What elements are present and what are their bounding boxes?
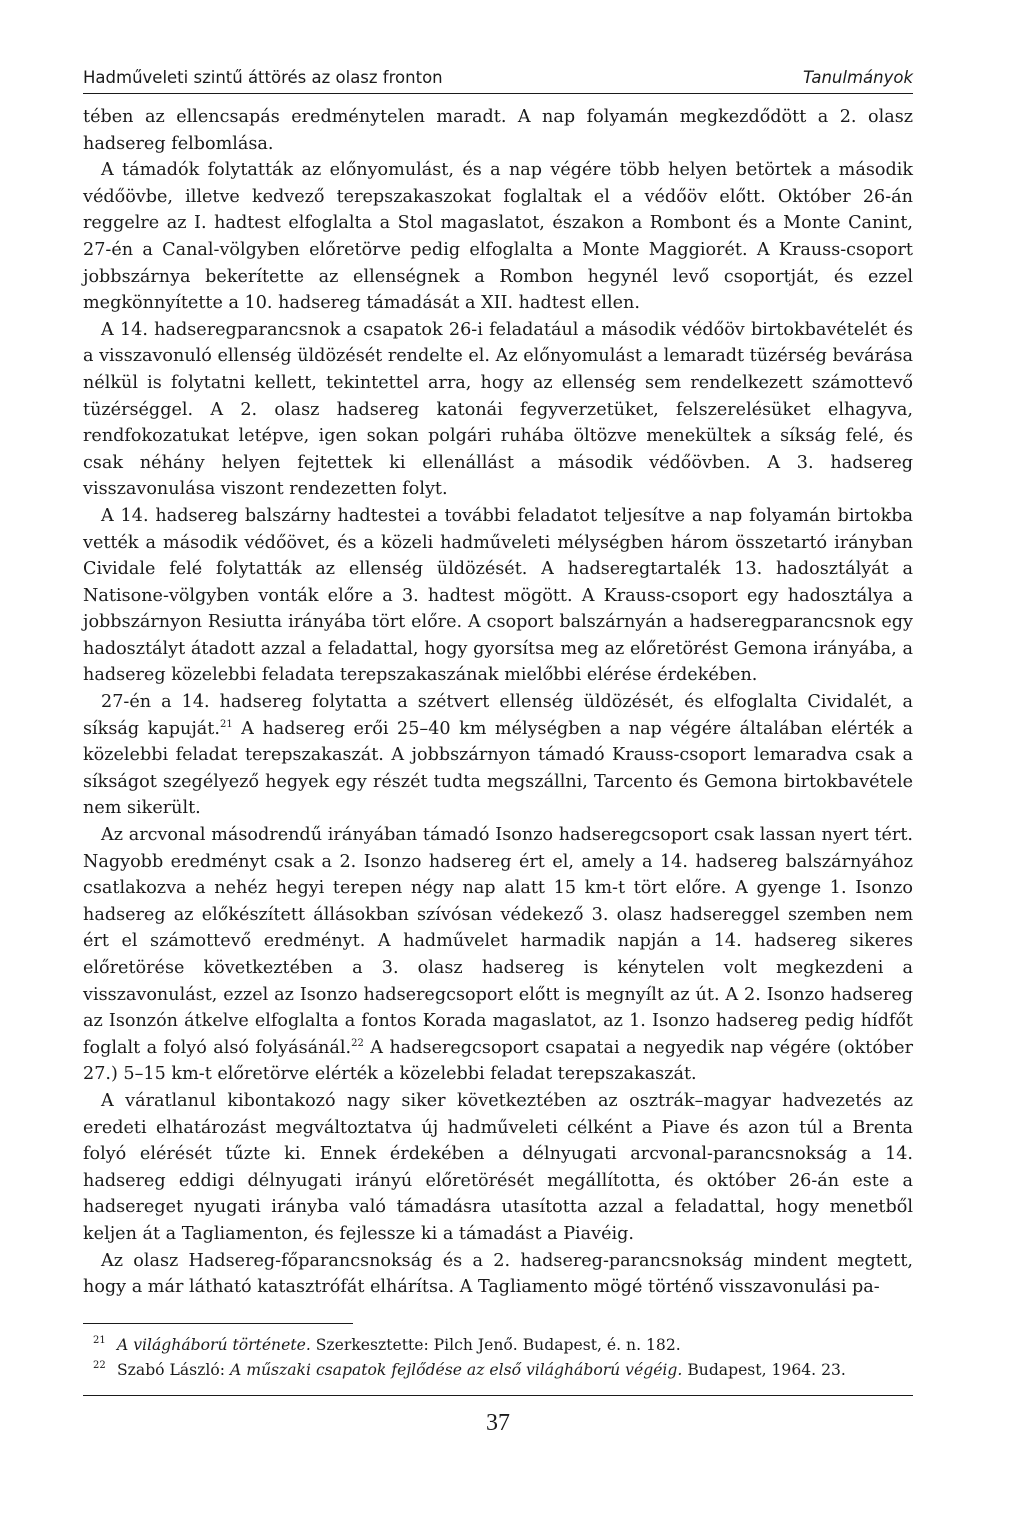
paragraph-text: Az arcvonal másodrendű irányában támadó Isonzo hadseregcsoport csak lassan nyert tért. Nagyobb eredményt csak a 2. Isonzo hadsereg ért el, amely a 14. hadsereg balszárnyához csatlakozva a nehéz hegyi terepen négy nap alatt 15 km-t tört előre. A gyenge 1. Isonzo hadsereg az előkészített állásokban szívósan védekező 3. olasz hadsereggel szemben nem ért el számottevő eredményt. A hadművelet harmadik napján a 14. hadsereg sikeres előretörése következtében a 3. olasz hadsereg is kénytelen volt megkezdeni a visszavonulást, ezzel az Isonzo hadseregcsoport előtt is megnyílt az út. A 2. Isonzo hadsereg az Isonzón átkelve elfoglalta a fontos Korada magaslatot, az 1. Isonzo hadsereg pedig hídfőt foglalt a folyó alsó folyásánál. [83,825,913,1058]
footnote [83,1333,913,1358]
footnote-ref[interactable]: 22 [351,1037,364,1049]
footnote-title: A világháború története. [117,1335,311,1354]
paragraph: Az olasz Hadsereg-főparancsnokság és a 2. hadsereg-parancsnokság mindent megtett, hogy a már látható katasztrófát elhárítsa. A Tagliamento mögé történő visszavonulási pa- [83,1250,913,1298]
running-head [83,68,913,94]
footnote-number: 21 [93,1334,106,1346]
paragraph-text: A hadsereg erői 25–40 km mélységben a nap végére általában elérték a közelebbi feladat terepszakaszát. A jobbszárnyon támadó Krauss-csoport lemaradva csak a síkságot szegélyező hegyek egy részét tudta megszállni, Tarcento és Gemona birtokbavétele nem sikerült. [83,718,914,819]
running-head-title: Hadműveleti szintű áttörés az olasz fronton [83,68,443,87]
footnote-prefix: Szabó László: [117,1360,230,1379]
footnotes [83,1333,913,1383]
footnote-rest: Budapest, 1964. 23. [682,1360,846,1379]
paragraph [83,689,913,822]
page [83,68,913,1437]
bottom-divider [83,1395,913,1396]
paragraph: A támadók folytatták az előnyomulást, és a nap végére több helyen betörtek a második védőövbe, illetve kedvező terepszakaszokat foglaltak el a védőöv előtt. Október 26-án reggelre az I. hadtest elfoglalta a Stol magaslatot, északon a Rombont és a Monte Canint, 27-én a Canal-völgyben előretörve pedig elfoglalta a Monte Maggiorét. A Krauss-csoport jobbszárnya bekerítette az ellenségnek a Rombon hegynél levő csoportját, és ezzel megkönnyítette a 10. hadsereg támadását a XII. hadtest ellen. [83,160,913,314]
paragraph: A 14. hadsereg balszárny hadtestei a további feladatot teljesítve a nap folyamán birtokba vették a második védőövet, és a közeli hadműveleti mélységben három összetartó irányban Cividale felé folytatták az ellenség üldözését. A hadseregtartalék 13. hadosztályát a Natisone-völgyben vonták előre a 3. hadtest mögött. A Krauss-csoport egy hadosztálya a jobbszárnyon Resiutta irányába tört előre. A csoport balszárnyán a hadseregparancsnok egy hadosztályt átadott azzal a feladattal, hogy gyorsítsa meg az előretörést Gemona irányába, a hadsereg közelebbi feladata terepszakaszának mielőbbi elérése érdekében. [83,505,913,686]
footnote-number: 22 [93,1359,106,1371]
footnote-title: A műszaki csapatok fejlődése az első világháború végéig. [229,1360,683,1379]
footnote-rest: Szerkesztette: Pilch Jenő. Budapest, é. n. 182. [310,1335,681,1354]
footnote-ref[interactable]: 21 [219,718,233,730]
body-text [83,104,913,1301]
paragraph-text: 27-én a 14. hadsereg folytatta a szétvert ellenség üldözését, és elfoglalta Cividalét, a síkság kapuját. [83,692,913,739]
footnote [83,1358,913,1383]
footnote-text [117,1358,846,1383]
running-head-section: Tanulmányok [802,68,913,87]
footnote-text [117,1333,681,1358]
paragraph: A váratlanul kibontakozó nagy siker következtében az osztrák–magyar hadvezetés az eredeti elhatározást megváltoztatva új hadműveleti célként a Piave és azon túl a Brenta folyó elérését tűzte ki. Ennek érdekében a délnyugati arcvonal-parancsnokság a 14. hadsereg eddigi délnyugati irányú előretörését megállította, és október 26-án este a hadsereget nyugati irányba való támadásra utasította azzal a feladattal, hogy menetből keljen át a Tagliamenton, és fejlessze ki a támadást a Piavéig. [83,1090,913,1244]
paragraph [83,822,913,1088]
footnote-divider [83,1323,353,1324]
paragraph-text: A hadseregcsoport csapatai a negyedik nap végére (október 27.) 5–15 km-t előretörve elérték a közelebbi feladat terepszakaszát. [83,1037,913,1085]
paragraph: A 14. hadseregparancsnok a csapatok 26-i feladatául a második védőöv birtokbavételét és a visszavonuló ellenség üldözését rendelte el. Az előnyomulást a lemaradt tüzérség bevárása nélkül is folytatni kellett, tekintettel arra, hogy az ellenség sem rendelkezett számottevő tüzérséggel. A 2. olasz hadsereg katonái fegyverzetüket, felszerelésüket elhagyva, rendfokozatukat letépve, igen sokan polgári ruhába öltözve menekültek a síkság felé, és csak néhány helyen fejtettek ki ellenállást a második védőövben. A 3. hadsereg visszavonulása viszont rendezetten folyt. [83,319,913,500]
page-number: 37 [486,1409,510,1436]
paragraph: tében az ellencsapás eredménytelen maradt. A nap folyamán megkezdődött a 2. olasz hadsereg felbomlása. [83,107,913,154]
